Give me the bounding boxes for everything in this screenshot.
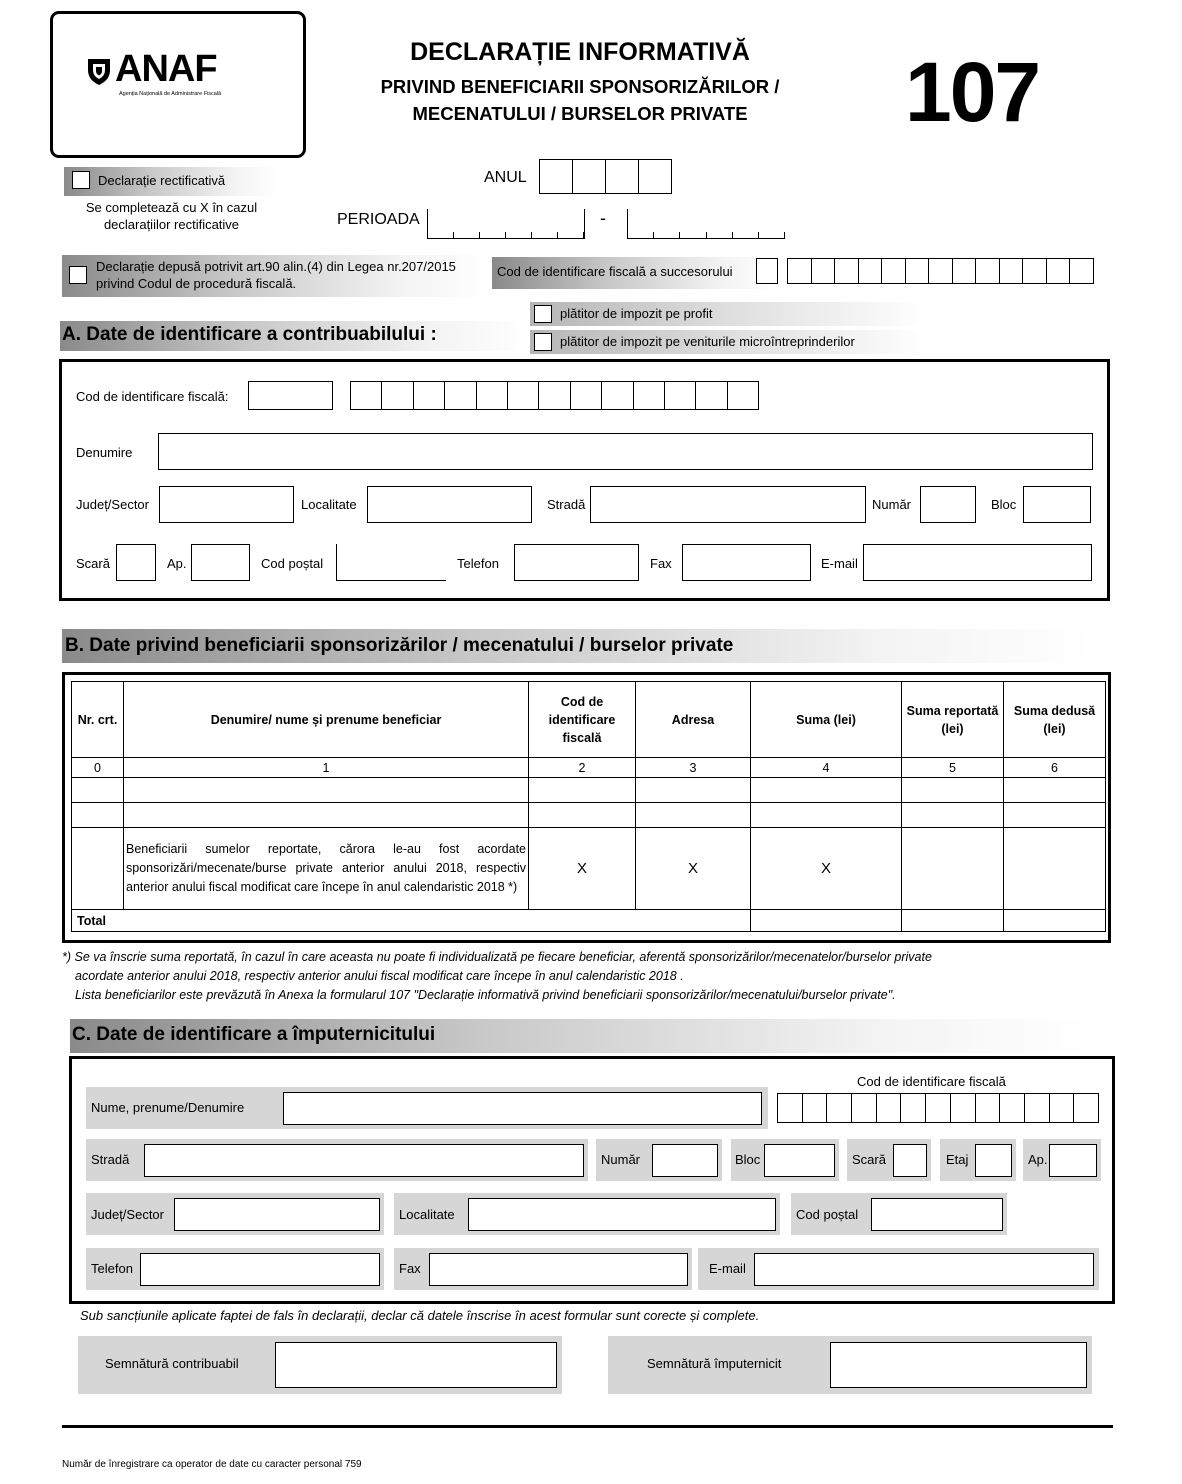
c-ap-input[interactable] — [1049, 1144, 1097, 1177]
cod-postal-label: Cod poștal — [261, 556, 324, 571]
c-telefon-input[interactable] — [140, 1253, 380, 1286]
c-strada-input[interactable] — [144, 1144, 584, 1177]
c-fax-input[interactable] — [429, 1253, 688, 1286]
reported-cif-x: X — [529, 828, 636, 910]
header-suma-reportata: Suma reportată (lei) — [902, 682, 1004, 758]
c-cod-postal-label: Cod poștal — [796, 1207, 859, 1222]
c-numar-input[interactable] — [652, 1144, 718, 1177]
table-cell[interactable] — [636, 778, 751, 803]
col-number-1: 1 — [124, 758, 529, 778]
fax-input[interactable] — [682, 544, 811, 581]
rectificativa-note-1: Se completează cu X în cazul — [85, 200, 258, 215]
semnatura-imputernicit-input[interactable] — [830, 1342, 1087, 1388]
strada-label: Stradă — [547, 497, 586, 512]
c-email-input[interactable] — [754, 1253, 1094, 1286]
platitor-micro-label: plătitor de impozit pe veniturile microîntreprinderilor — [560, 334, 855, 349]
form-title: DECLARAȚIE INFORMATIVĂ — [410, 38, 750, 66]
beneficiari-table — [71, 681, 1106, 932]
platitor-profit-label: plătitor de impozit pe profit — [560, 306, 713, 321]
perioada-dash: - — [600, 208, 606, 228]
footnote-3: Lista beneficiarilor este prevăzută în Anexa la formularul 107 "Declarație informativă privind beneficiarii sponsorizărilor/mecenatului/burselor private". — [75, 988, 896, 1002]
succesor-cif-input[interactable] — [787, 258, 1094, 284]
cod-postal-input[interactable] — [336, 544, 446, 581]
c-localitate-label: Localitate — [399, 1207, 455, 1222]
localitate-input[interactable] — [367, 486, 532, 523]
c-strada-label: Stradă — [91, 1152, 130, 1167]
footnote-1: *) Se va înscrie suma reportată, în cazul în care aceasta nu poate fi individualizată pe fiecare beneficiar, aferentă sponsorizărilor/mecenatelor/burselor private — [62, 950, 932, 964]
section-b-title: B. Date privind beneficiarii sponsorizărilor / mecenatului / burselor private — [65, 635, 734, 656]
col-number-5: 5 — [902, 758, 1004, 778]
table-cell[interactable] — [529, 803, 636, 828]
header-adresa: Adresa — [636, 682, 751, 758]
judet-label: Județ/Sector — [76, 497, 149, 512]
c-cif-input[interactable] — [777, 1093, 1099, 1123]
footer-divider — [62, 1425, 1113, 1428]
form-subtitle-2: MECENATULUI / BURSELOR PRIVATE — [412, 103, 748, 124]
reported-suma-dedusa[interactable] — [1004, 828, 1106, 910]
art90-line1: Declarație depusă potrivit art.90 alin.(4) din Legea nr.207/2015 — [96, 259, 456, 274]
c-judet-input[interactable] — [174, 1198, 380, 1231]
table-cell[interactable] — [751, 778, 902, 803]
c-telefon-label: Telefon — [91, 1261, 133, 1276]
localitate-label: Localitate — [301, 497, 357, 512]
registration-text: Număr de înregistrare ca operator de date cu caracter personal 759 — [62, 1459, 362, 1470]
reported-text: Beneficiarii sumelor reportate, cărora le-au fost acordate sponsorizări/mecenate/burse private anterior anului 2018, respectiv anterior anului fiscal modificat care începe în anul calendaristic 2018 *) — [124, 828, 529, 910]
succesor-checkbox[interactable] — [756, 258, 778, 284]
semnatura-imputernicit-label: Semnătură împuternicit — [647, 1356, 782, 1371]
table-cell[interactable] — [1004, 803, 1106, 828]
logo-frame — [50, 11, 306, 158]
col-number-6: 6 — [1004, 758, 1106, 778]
denumire-input[interactable] — [158, 433, 1093, 470]
cif-input[interactable] — [350, 381, 759, 410]
c-etaj-input[interactable] — [975, 1144, 1012, 1177]
section-c-title: C. Date de identificare a împuternicitului — [72, 1024, 436, 1045]
ap-input[interactable] — [191, 544, 250, 581]
total-suma-dedusa[interactable] — [1004, 910, 1106, 932]
semnatura-contribuabil-input[interactable] — [275, 1342, 557, 1388]
table-header-row — [72, 682, 1106, 758]
telefon-label: Telefon — [457, 556, 499, 571]
ap-label: Ap. — [167, 556, 187, 571]
c-scara-label: Scară — [852, 1152, 886, 1167]
table-cell[interactable] — [72, 778, 124, 803]
numar-input[interactable] — [920, 486, 976, 523]
reported-suma-x: X — [751, 828, 902, 910]
logo-subtext: Agenția Națională de Administrare Fiscală — [119, 91, 222, 97]
table-cell[interactable] — [636, 803, 751, 828]
c-bloc-input[interactable] — [764, 1144, 835, 1177]
succesor-label: Cod de identificare fiscală a succesorului — [497, 264, 733, 279]
header-cif: Cod de identificare fiscală — [529, 682, 636, 758]
total-label: Total — [72, 910, 751, 932]
header-denumire: Denumire/ nume și prenume beneficiar — [124, 682, 529, 758]
table-number-row — [72, 758, 1106, 778]
strada-input[interactable] — [590, 486, 866, 523]
reported-nr-cell — [72, 828, 124, 910]
anul-input[interactable] — [539, 159, 672, 194]
platitor-micro-checkbox[interactable] — [534, 333, 552, 351]
total-suma[interactable] — [751, 910, 902, 932]
header-suma: Suma (lei) — [751, 682, 902, 758]
c-cod-postal-input[interactable] — [871, 1198, 1003, 1231]
platitor-profit-checkbox[interactable] — [534, 305, 552, 323]
col-number-3: 3 — [636, 758, 751, 778]
email-input[interactable] — [863, 544, 1092, 581]
rectificativa-checkbox[interactable] — [72, 171, 90, 189]
art90-line2: privind Codul de procedură fiscală. — [96, 276, 297, 291]
bloc-input[interactable] — [1023, 486, 1091, 523]
table-cell[interactable] — [1004, 778, 1106, 803]
telefon-input[interactable] — [514, 544, 639, 581]
declaration-text: Sub sancțiunile aplicate faptei de fals în declarații, declar că datele înscrise în acest formular sunt corecte și complete. — [80, 1308, 760, 1323]
c-nume-label: Nume, prenume/Denumire — [91, 1100, 245, 1115]
c-bloc-label: Bloc — [735, 1152, 761, 1167]
c-fax-label: Fax — [399, 1261, 421, 1276]
table-row[interactable] — [72, 778, 1106, 803]
col-number-4: 4 — [751, 758, 902, 778]
perioada-start-input[interactable] — [427, 209, 585, 239]
c-localitate-input[interactable] — [468, 1198, 776, 1231]
semnatura-contribuabil-label: Semnătură contribuabil — [105, 1356, 239, 1371]
section-a-title: A. Date de identificare a contribuabilului : — [62, 324, 437, 345]
perioada-label: PERIOADA — [337, 211, 420, 228]
rectificativa-note-2: declarațiilor rectificative — [103, 217, 240, 232]
c-cif-label: Cod de identificare fiscală — [857, 1074, 1006, 1089]
col-number-2: 2 — [529, 758, 636, 778]
table-cell[interactable] — [529, 778, 636, 803]
table-cell[interactable] — [72, 803, 124, 828]
denumire-label: Denumire — [76, 445, 133, 460]
c-judet-label: Județ/Sector — [91, 1207, 164, 1222]
c-etaj-label: Etaj — [946, 1152, 969, 1167]
c-nume-input[interactable] — [283, 1092, 762, 1125]
judet-input[interactable] — [159, 486, 294, 523]
header-nr-crt: Nr. crt. — [72, 682, 124, 758]
c-numar-label: Număr — [601, 1152, 641, 1167]
perioada-end-input[interactable] — [627, 209, 785, 239]
c-email-label: E-mail — [709, 1261, 746, 1276]
table-row[interactable] — [72, 803, 1106, 828]
anaf-shield-icon — [86, 56, 112, 86]
art90-checkbox[interactable] — [69, 266, 87, 284]
cif-prefix-input[interactable] — [248, 381, 333, 410]
table-cell[interactable] — [124, 778, 529, 803]
email-label: E-mail — [821, 556, 858, 571]
rectificativa-label: Declarație rectificativă — [98, 173, 226, 188]
c-scara-input[interactable] — [893, 1144, 927, 1177]
table-cell[interactable] — [902, 778, 1004, 803]
bloc-label: Bloc — [991, 497, 1017, 512]
table-cell[interactable] — [751, 803, 902, 828]
total-row — [72, 910, 1106, 932]
col-number-0: 0 — [72, 758, 124, 778]
scara-label: Scară — [76, 556, 110, 571]
numar-label: Număr — [872, 497, 912, 512]
logo-text: ANAF — [115, 48, 217, 90]
form-subtitle-1: PRIVIND BENEFICIARII SPONSORIZĂRILOR / — [380, 76, 780, 97]
scara-input[interactable] — [116, 544, 156, 581]
reported-suma-reportata[interactable] — [902, 828, 1004, 910]
reported-row — [72, 828, 1106, 910]
reported-adresa-x: X — [636, 828, 751, 910]
footnote-2: acordate anterior anului 2018, respectiv anterior anului fiscal modificat care începe în anul calendaristic 2018 . — [75, 969, 684, 983]
header-suma-dedusa: Suma dedusă (lei) — [1004, 682, 1106, 758]
table-cell[interactable] — [902, 803, 1004, 828]
fax-label: Fax — [650, 556, 672, 571]
cif-label: Cod de identificare fiscală: — [76, 389, 229, 404]
form-number: 107 — [905, 45, 1040, 139]
c-ap-label: Ap. — [1028, 1152, 1048, 1167]
anul-label: ANUL — [484, 169, 527, 186]
total-suma-reportata[interactable] — [902, 910, 1004, 932]
table-cell[interactable] — [124, 803, 529, 828]
